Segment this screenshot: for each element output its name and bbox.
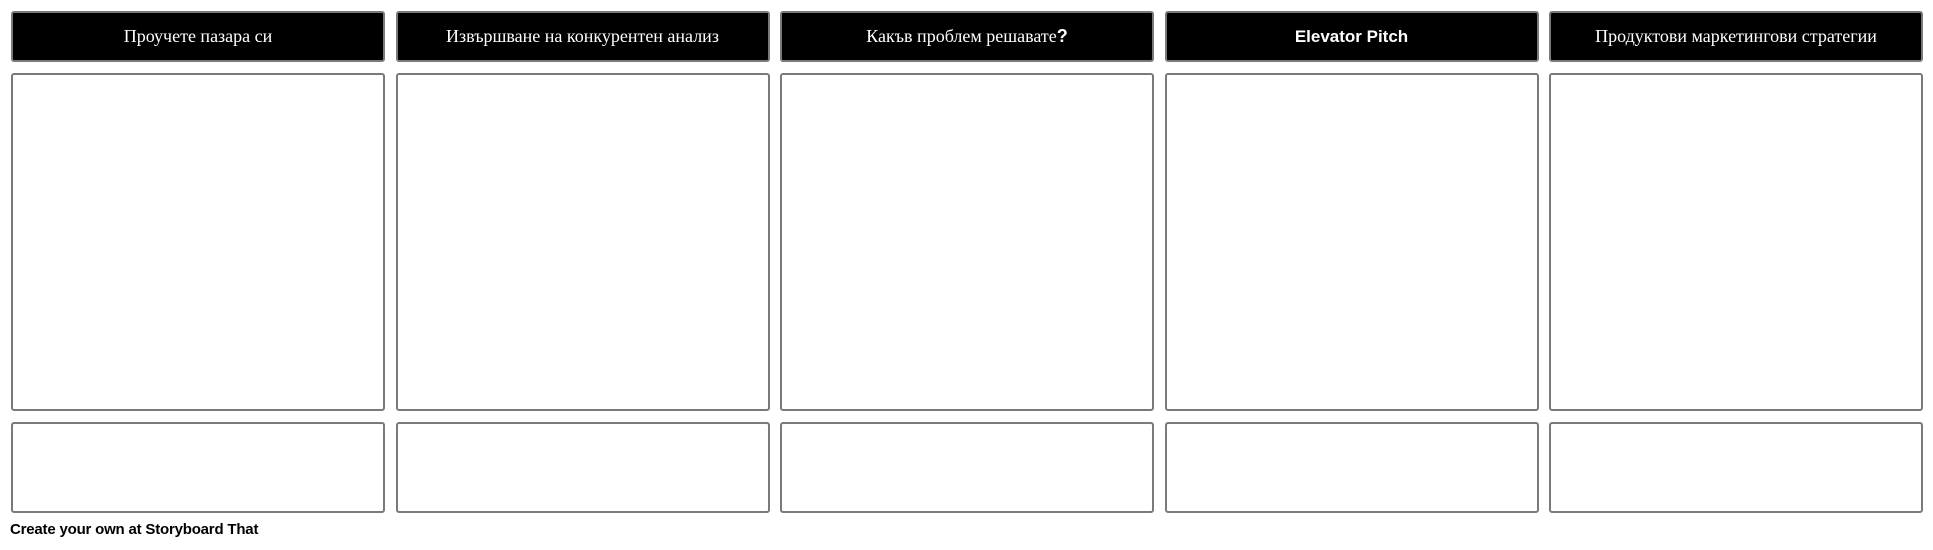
cell-scene-3[interactable] bbox=[780, 73, 1154, 411]
storyboard-cell-2 bbox=[396, 11, 770, 513]
cell-scene-2[interactable] bbox=[396, 73, 770, 411]
cell-title-question-mark: ? bbox=[1056, 26, 1068, 46]
storyboard-cell-5 bbox=[1549, 11, 1923, 513]
cell-title-1[interactable] bbox=[11, 11, 385, 62]
storyboard-cell-1 bbox=[11, 11, 385, 513]
cell-title-3[interactable] bbox=[780, 11, 1154, 62]
cell-title-text: Проучете пазара си bbox=[123, 26, 273, 46]
storyboard-grid bbox=[11, 11, 1923, 513]
cell-title-2[interactable] bbox=[396, 11, 770, 62]
storyboard-cell-4 bbox=[1165, 11, 1539, 513]
cell-title-text: Какъв проблем решавате bbox=[866, 26, 1057, 46]
cell-description-4[interactable] bbox=[1165, 422, 1539, 513]
cell-title-4[interactable] bbox=[1165, 11, 1539, 62]
storyboard-cell-3 bbox=[780, 11, 1154, 513]
cell-title-5[interactable] bbox=[1549, 11, 1923, 62]
cell-title-text: Извършване на конкурентен анализ bbox=[446, 26, 719, 46]
cell-scene-4[interactable] bbox=[1165, 73, 1539, 411]
cell-title-text: Продуктови маркетингови стратегии bbox=[1595, 26, 1877, 46]
cell-title-text: Elevator Pitch bbox=[1294, 26, 1409, 46]
cell-description-3[interactable] bbox=[780, 422, 1154, 513]
cell-description-1[interactable] bbox=[11, 422, 385, 513]
footer-attribution[interactable]: Create your own at Storyboard That bbox=[10, 521, 259, 538]
cell-scene-1[interactable] bbox=[11, 73, 385, 411]
cell-scene-5[interactable] bbox=[1549, 73, 1923, 411]
cell-description-5[interactable] bbox=[1549, 422, 1923, 513]
cell-description-2[interactable] bbox=[396, 422, 770, 513]
